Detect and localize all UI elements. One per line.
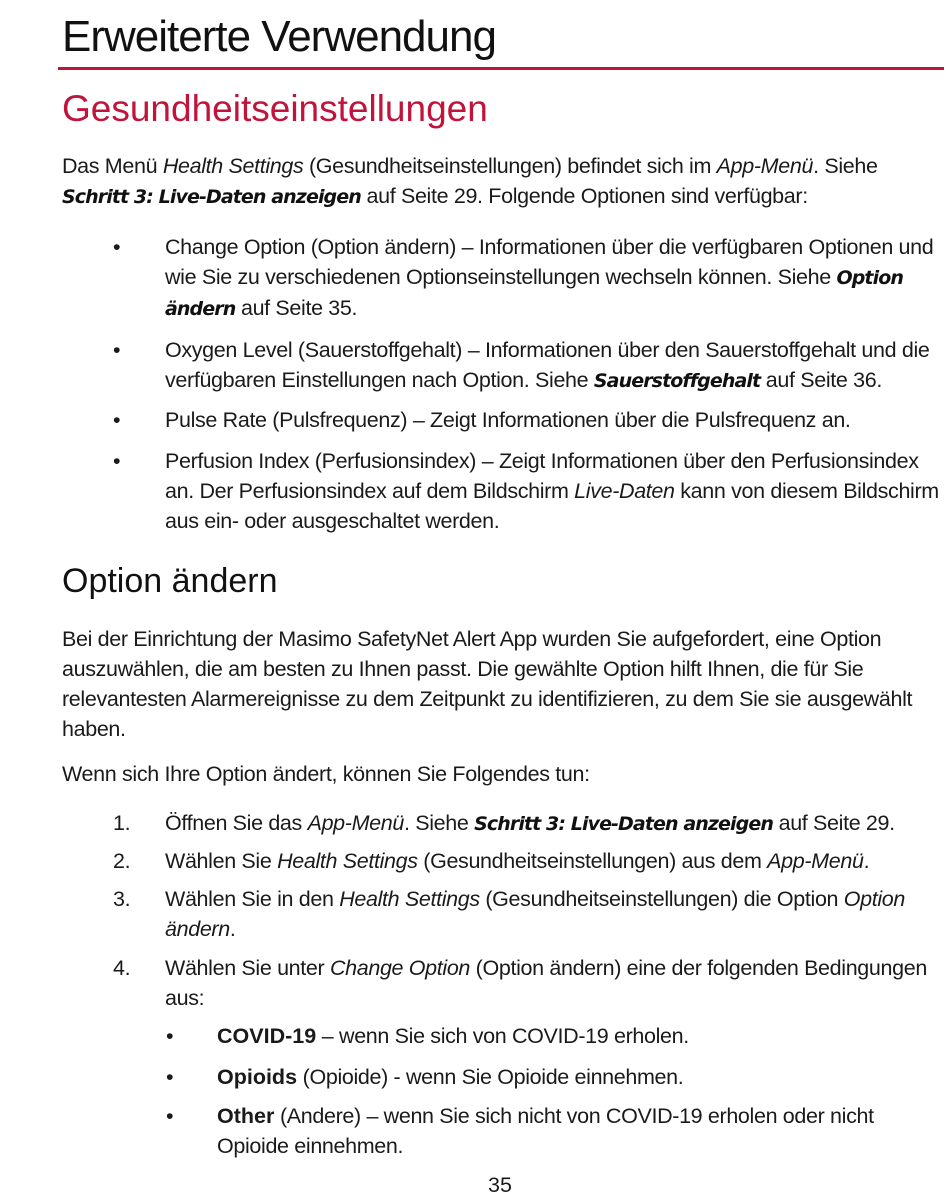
intro-text: Das Menü xyxy=(62,154,163,178)
section-title: Gesundheitseinstellungen xyxy=(62,88,488,129)
list-item-text: Perfusion Index (Perfusionsindex) – Zeigt Informationen über den Perfusionsindex an. Der Perfusionsindex auf dem Bildschirm Live-Daten kann von diesem Bildschirm aus ein- oder ausgeschaltet werden. xyxy=(165,449,939,533)
step-item xyxy=(0,846,942,876)
condition-text: Other (Andere) – wenn Sie sich nicht von COVID-19 erholen oder nicht Opioide einnehmen. xyxy=(217,1104,874,1158)
condition-term: Other xyxy=(217,1104,275,1128)
intro-text: (Gesundheitseinstellungen) befindet sich im xyxy=(303,154,717,178)
condition-item xyxy=(0,1101,942,1161)
body-paragraph: Bei der Einrichtung der Masimo SafetyNet Alert App wurden Sie aufgefordert, eine Option auszuwählen, die am besten zu Ihnen passt. Die gewählte Option hilft Ihnen, die für Sie relevantesten Alarmereignisse zu dem Zeitpunkt zu identifizieren, zu dem Sie sie ausgewählt haben. xyxy=(62,627,913,741)
intro-text: auf Seite 29. Folgende Optionen sind verfügbar: xyxy=(360,184,808,208)
list-item xyxy=(0,446,942,536)
chapter-title: Erweiterte Verwendung xyxy=(62,12,496,61)
bullet-icon: • xyxy=(113,408,121,432)
cross-reference-link[interactable]: Option ändern xyxy=(165,267,903,320)
bullet-icon: • xyxy=(166,1024,174,1048)
cross-reference-link[interactable]: Schritt 3: Live-Daten anzeigen xyxy=(474,813,773,835)
step-number: 3. xyxy=(113,887,131,911)
title-divider xyxy=(58,67,944,70)
step-number: 1. xyxy=(113,811,131,835)
step-item xyxy=(0,953,942,1013)
list-item-text: Pulse Rate (Pulsfrequenz) – Zeigt Informationen über die Pulsfrequenz an. xyxy=(165,408,851,432)
condition-text: Opioids (Opioide) - wenn Sie Opioide einnehmen. xyxy=(217,1065,684,1089)
bullet-icon: • xyxy=(166,1065,174,1089)
step-text: Wählen Sie in den Health Settings (Gesundheitseinstellungen) die Option Option ändern. xyxy=(165,887,906,941)
bullet-icon: • xyxy=(113,235,121,259)
list-item-text: Oxygen Level (Sauerstoffgehalt) – Informationen über den Sauerstoffgehalt und die verfügbaren Einstellungen nach Option. Siehe Sauerstoffgehalt auf Seite 36. xyxy=(165,338,930,392)
condition-term: COVID-19 xyxy=(217,1024,317,1048)
step-text: Wählen Sie unter Change Option (Option ändern) eine der folgenden Bedingungen aus: xyxy=(165,956,927,1010)
intro-term: App-Menü xyxy=(716,154,814,178)
step-item xyxy=(0,808,942,839)
bullet-icon: • xyxy=(166,1104,174,1128)
step-text: Wählen Sie Health Settings (Gesundheitseinstellungen) aus dem App-Menü. xyxy=(165,849,870,873)
step-number: 2. xyxy=(113,849,131,873)
page-number: 35 xyxy=(488,1173,512,1197)
list-item-text: Change Option (Option ändern) – Informationen über die verfügbaren Optionen und wie Sie zu verschiedenen Optionseinstellungen wechseln können. Siehe Option ändern auf Seite 35. xyxy=(165,235,934,320)
list-item xyxy=(0,335,942,396)
step-item xyxy=(0,884,942,944)
subsection-title: Option ändern xyxy=(62,562,278,600)
bullet-icon: • xyxy=(113,449,121,473)
list-item xyxy=(0,232,942,324)
condition-text: COVID-19 – wenn Sie sich von COVID-19 erholen. xyxy=(217,1024,689,1048)
intro-term: Health Settings xyxy=(162,154,304,178)
intro-text: . Siehe xyxy=(813,154,878,178)
condition-item xyxy=(0,1021,942,1051)
cross-reference-link[interactable]: Sauerstoffgehalt xyxy=(593,370,761,392)
condition-item xyxy=(0,1062,942,1092)
cross-reference-link[interactable]: Schritt 3: Live-Daten anzeigen xyxy=(62,186,361,208)
condition-term: Opioids xyxy=(217,1065,298,1089)
intro-paragraph xyxy=(62,151,942,212)
body-paragraph: Wenn sich Ihre Option ändert, können Sie Folgendes tun: xyxy=(62,762,590,786)
step-number: 4. xyxy=(113,956,131,980)
list-item xyxy=(0,405,942,435)
bullet-icon: • xyxy=(113,338,121,362)
step-text: Öffnen Sie das App-Menü. Siehe Schritt 3: Live-Daten anzeigen auf Seite 29. xyxy=(165,811,895,835)
